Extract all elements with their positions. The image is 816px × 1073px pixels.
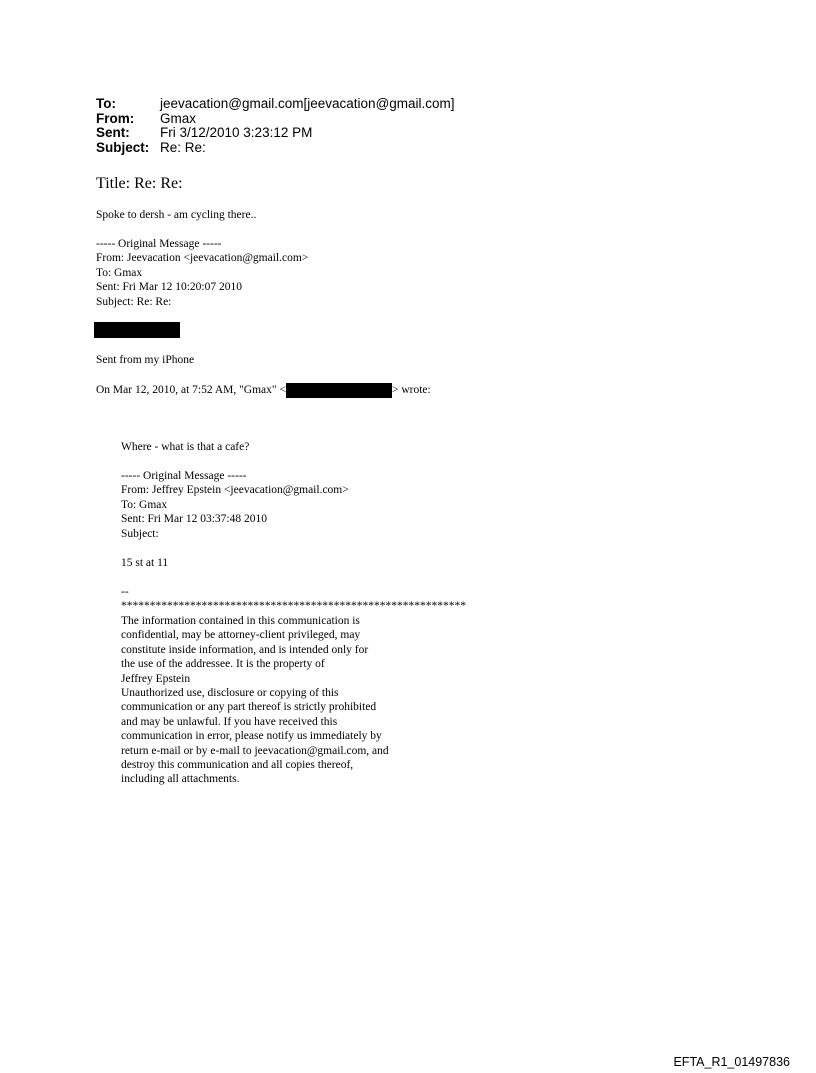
subject-row (96, 141, 455, 156)
disclaimer-line: The information contained in this communication is (121, 615, 360, 627)
disclaimer-line: and may be unlawful. If you have received this (121, 715, 338, 728)
disclaimer-line: including all attachments. (121, 773, 240, 786)
from-value: Gmax (160, 110, 197, 126)
quoted-subject: Subject: (121, 527, 159, 540)
redacted-email (286, 383, 392, 398)
to-label: To: (96, 96, 116, 111)
from-label: From: (96, 110, 135, 126)
original-message-1 (96, 237, 308, 309)
dashes: -- (121, 586, 129, 598)
stars-line: ************************************************************ (121, 600, 466, 613)
disclaimer-line: confidential, may be attorney-client privileged, may (121, 629, 361, 642)
wrote-prefix: On Mar 12, 2010, at 7:52 AM, "Gmax" < (96, 384, 286, 397)
disclaimer-line: constitute inside information, and is intended only for (121, 643, 369, 656)
sent-row (96, 126, 455, 141)
disclaimer-line: communication in error, please notify us immediately by (121, 730, 382, 743)
from-row (96, 112, 455, 127)
quoted-body: 15 st at 11 (121, 557, 169, 569)
email-title: Title: Re: Re: (96, 175, 183, 192)
disclaimer-line: communication or any part thereof is strictly prohibited (121, 701, 377, 714)
original-sent: Sent: Fri Mar 12 10:20:07 2010 (96, 281, 242, 294)
disclaimer-line: Unauthorized use, disclosure or copying of this (121, 687, 339, 700)
disclaimer-line: destroy this communication and all copies thereof, (121, 759, 354, 772)
original-subject: Subject: Re: Re: (96, 295, 172, 308)
redaction-block (94, 322, 180, 338)
original-message-2 (121, 469, 349, 541)
disclaimer (121, 614, 389, 787)
document-id: EFTA_R1_01497836 (673, 1055, 790, 1069)
reply-body: Spoke to dersh - am cycling there.. (96, 209, 257, 221)
quoted-from: From: Jeffrey Epstein <jeevacation@gmail.com> (121, 484, 349, 497)
signature-separator (121, 585, 466, 614)
email-header (96, 97, 455, 155)
wrote-line (96, 383, 431, 398)
quoted-divider: ----- Original Message ----- (121, 470, 247, 482)
disclaimer-line: the use of the addressee. It is the property of (121, 658, 325, 671)
original-to: To: Gmax (96, 266, 143, 279)
disclaimer-line: Jeffrey Epstein (121, 672, 191, 685)
wrote-suffix: > wrote: (391, 384, 431, 397)
to-value: jeevacation@gmail.com[jeevacation@gmail.com] (160, 96, 455, 111)
quoted-question: Where - what is that a cafe? (121, 441, 250, 453)
to-row (96, 97, 455, 112)
original-from: From: Jeevacation <jeevacation@gmail.com> (96, 252, 309, 265)
subject-value: Re: Re: (160, 139, 206, 155)
subject-label: Subject: (96, 139, 150, 155)
quoted-sent: Sent: Fri Mar 12 03:37:48 2010 (121, 513, 267, 526)
original-divider: ----- Original Message ----- (96, 238, 222, 250)
sent-label: Sent: (96, 125, 130, 140)
iphone-signature: Sent from my iPhone (96, 354, 195, 366)
sent-value: Fri 3/12/2010 3:23:12 PM (160, 125, 313, 140)
quoted-to: To: Gmax (121, 498, 168, 511)
disclaimer-line: return e-mail or by e-mail to jeevacation@gmail.com, and (121, 744, 389, 757)
